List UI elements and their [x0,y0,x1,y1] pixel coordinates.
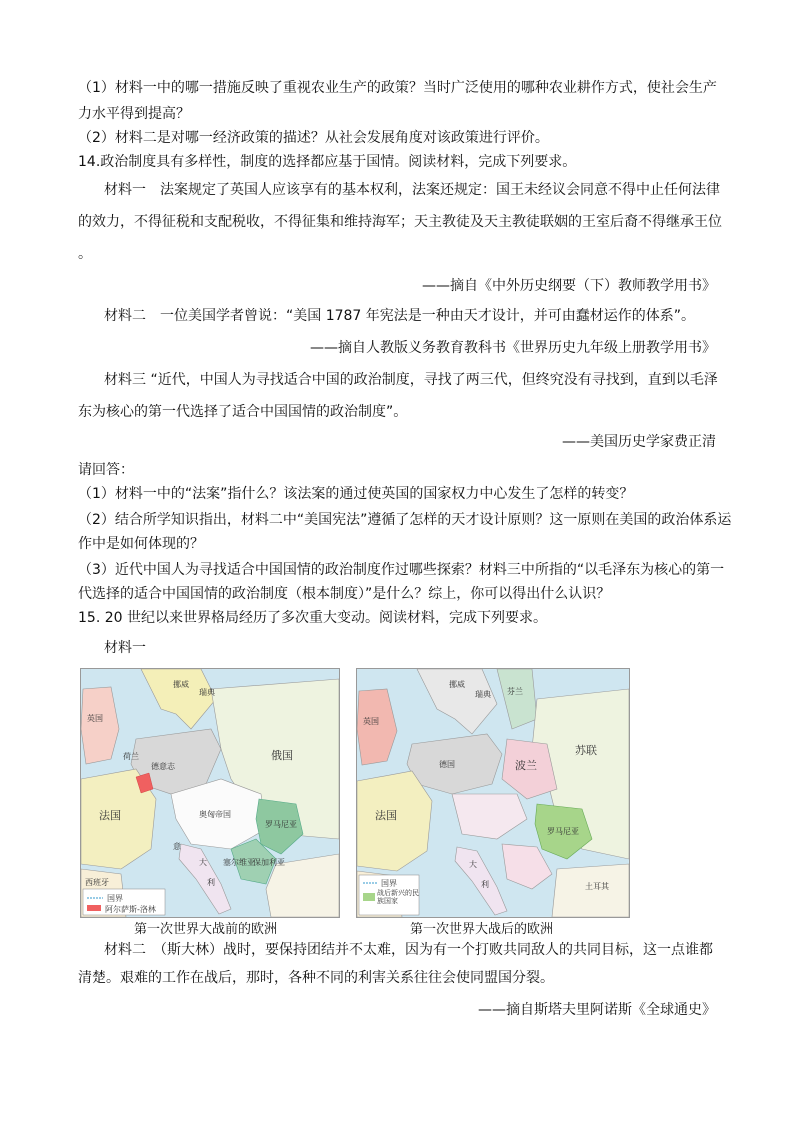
map2-label-finland: 芬兰 [507,687,523,696]
q13-part1-line2: 力水平得到提高？ [78,106,190,122]
q15-material2-source: ——摘自斯塔夫里阿诺斯《全球通史》 [478,1002,716,1018]
q14-material3-line2: 东为核心的第一代选择了适合中国国情的政治制度”。 [78,404,408,420]
q14-material1-source: ——摘自《中外历史纲要（下）教师教学用书》 [422,278,716,294]
map1-label-bulgaria: 保加利亚 [253,858,285,867]
map1-label-russia: 俄国 [271,749,293,762]
q15-material1-label: 材料一 [104,640,146,656]
map2-label-france: 法国 [375,809,397,822]
map2-label-poland: 波兰 [515,759,537,772]
map2-legend-border: 国界 [381,879,397,888]
map2-label-norway: 挪威 [449,680,465,689]
q14-material3-line1: 材料三 “近代，中国人为寻找适合中国的政治制度，寻找了两三代，但终究没有寻找到，直到以毛泽 [104,372,718,388]
q14-question2-line1: （2）结合所学知识指出，材料二中“美国宪法”遵循了怎样的天才设计原则？这一原则在美国的政治体系运 [78,512,732,528]
map1-label-italy-1: 意 [173,842,181,851]
q14-question1: （1）材料一中的“法案”指什么？该法案的通过使英国的国家权力中心发生了怎样的转变？ [78,486,634,502]
q14-material2-source: ——摘自人教版义务教育教科书《世界历史九年级上册教学用书》 [310,340,716,356]
map1-label-italy-2: 大 [199,858,207,867]
map1-label-germany: 德意志 [151,762,175,771]
q13-part1-line1: （1）材料一中的哪一措施反映了重视农业生产的政策？当时广泛使用的哪种农业耕作方式，使社会生产 [78,80,717,96]
map1-label-austria-hungary: 奥匈帝国 [199,810,231,819]
map1-label-italy-3: 利 [207,878,215,887]
map1-label-norway: 挪威 [173,680,189,689]
map1-label-france: 法国 [99,809,121,822]
q15-material2-line1: 材料二 （斯大林）战时，要保持团结并不太难，因为有一个打败共同敌人的共同目标，这一点谁都 [104,942,713,958]
map2-label-romania: 罗马尼亚 [547,827,579,836]
q14-material1-line1: 材料一 法案规定了英国人应该享有的基本权利，法案还规定：国王未经议会同意不得中止任何法律 [104,182,720,198]
map1-label-netherlands: 荷兰 [123,752,139,761]
map1-legend-alsace: 阿尔萨斯-洛林 [105,905,156,914]
q14-question2-line2: 作中是如何体现的？ [78,536,204,552]
map2-legend-new-states: 战后新兴的民族国家 [377,889,419,905]
map2-label-sweden: 瑞典 [475,690,491,699]
map1-label-romania: 罗马尼亚 [265,820,297,829]
map1-label-britain: 英国 [87,714,103,723]
map1-label-spain: 西班牙 [85,878,109,887]
map1-caption: 第一次世界大战前的欧洲 [134,922,278,937]
q14-material1-line3: 。 [78,246,92,262]
q13-part2: （2）材料二是对哪一经济政策的描述？从社会发展角度对该政策进行评价。 [78,130,549,146]
map-europe-before-ww1 [80,668,340,918]
map2-caption: 第一次世界大战后的欧洲 [410,922,554,937]
q14-ask: 请回答： [78,462,134,478]
map2-label-britain: 英国 [363,717,379,726]
map1-label-sweden: 瑞典 [199,688,215,697]
map2-label-italy-1: 大 [469,860,477,869]
q14-material3-source: ——美国历史学家费正清 [562,434,716,450]
q14-material2: 材料二 一位美国学者曾说：“美国 1787 年宪法是一种由天才设计，并可由蠢材运作的体系”。 [104,308,696,324]
q14-stem: 14.政治制度具有多样性，制度的选择都应基于国情。阅读材料，完成下列要求。 [78,154,577,170]
map2-label-soviet: 苏联 [575,744,597,757]
q14-question3-line2: 代选择的适合中国国情的政治制度（根本制度）”是什么？综上，你可以得出什么认识？ [78,586,611,602]
q14-material1-line2: 的效力，不得征税和支配税收，不得征集和维持海军；天主教徒及天主教徒联姻的王室后裔不得继承王位 [78,214,722,230]
q14-question3-line1: （3）近代中国人为寻找适合中国国情的政治制度作过哪些探索？材料三中所指的“以毛泽东为核心的第一 [78,562,725,578]
map2-label-germany: 德国 [439,760,455,769]
q15-stem: 15. 20 世纪以来世界格局经历了多次重大变动。阅读材料，完成下列要求。 [78,610,547,626]
map1-legend-border: 国界 [107,894,123,903]
map2-label-turkey: 土耳其 [585,882,609,891]
map2-label-italy-2: 利 [481,880,489,889]
q15-material2-line2: 清楚。艰难的工作在战后，那时，各种不同的利害关系往往会使同盟国分裂。 [78,970,554,986]
map-europe-after-ww1 [356,668,630,918]
map1-label-serbia: 塞尔维亚 [223,858,255,867]
